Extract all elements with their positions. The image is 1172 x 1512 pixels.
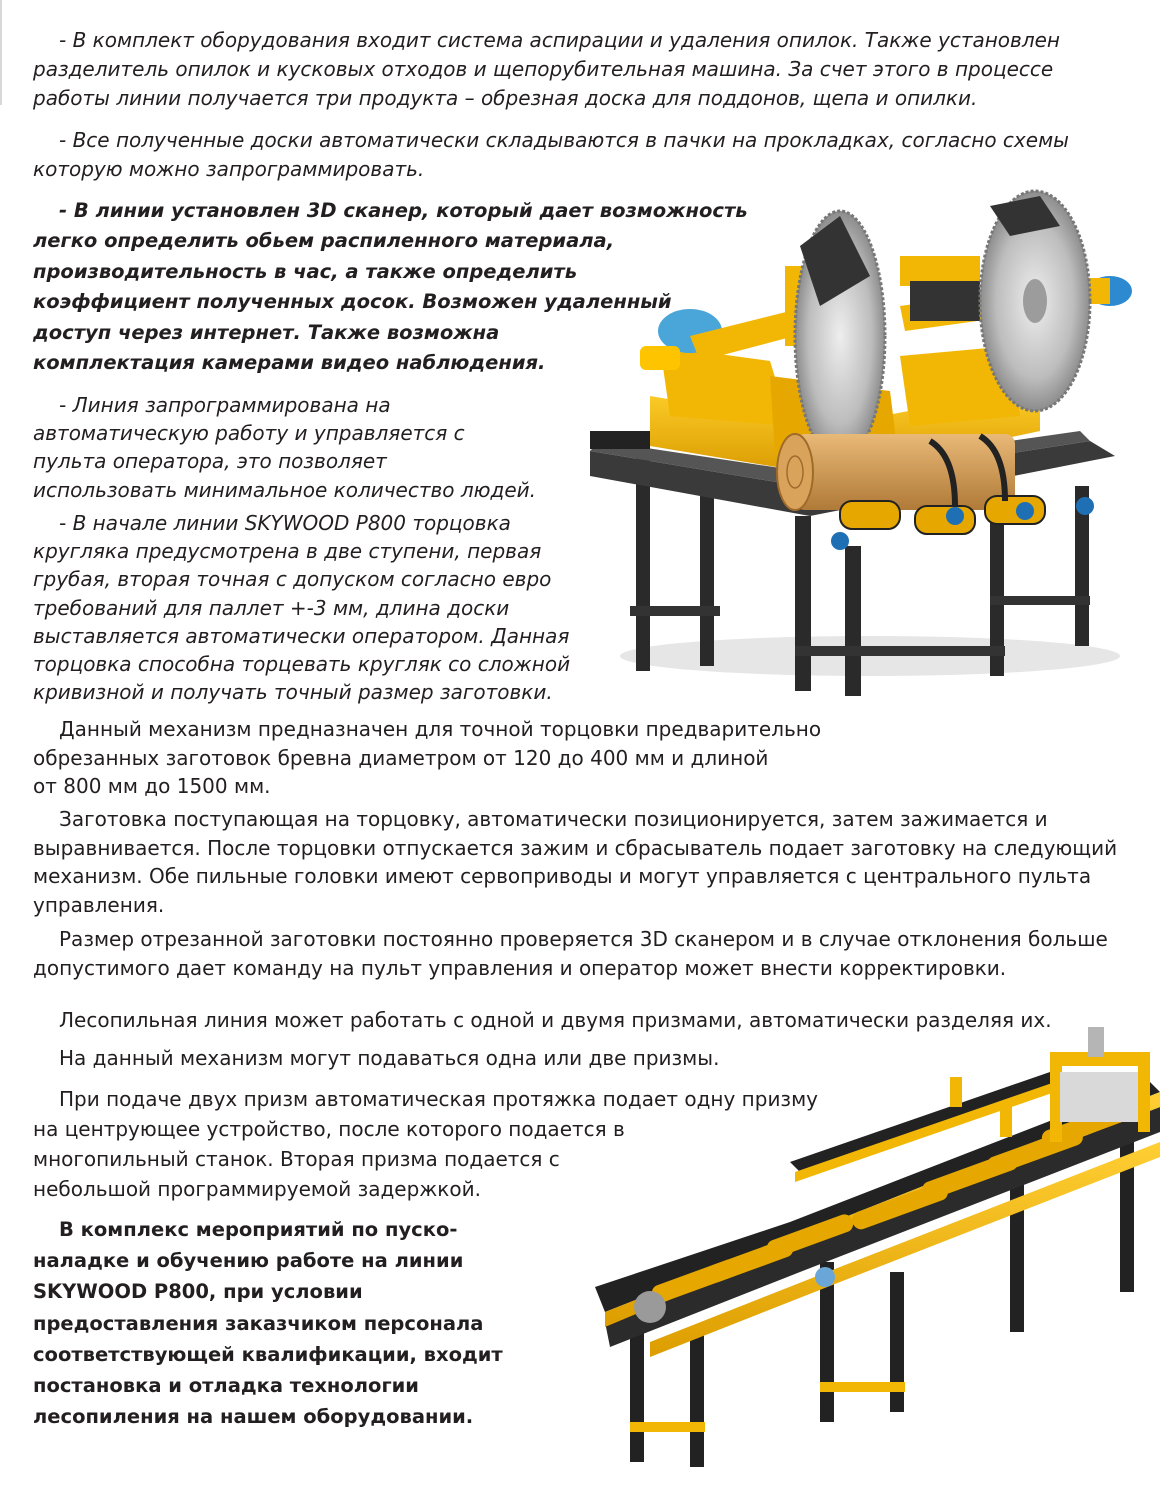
text-line: выставляется автоматически оператором. Данная bbox=[33, 623, 570, 648]
text-line: от 800 мм до 1500 мм. bbox=[33, 774, 271, 798]
text-line: Лесопильная линия может работать с одной и двумя призмами, автоматически разделяя их. bbox=[59, 1008, 1052, 1032]
text-line: В комплекс мероприятий по пуско- bbox=[59, 1218, 458, 1241]
text-line: постановка и отладка технологии bbox=[33, 1374, 419, 1398]
text-line: наладке и обучению работе на линии bbox=[33, 1249, 464, 1273]
text-line: доступ через интернет. Также возможна bbox=[33, 320, 500, 344]
text-line: лесопиления на нашем оборудовании. bbox=[33, 1405, 474, 1429]
text-line: работы линии получается три продукта – обрезная доска для поддонов, щепа и опилки. bbox=[33, 86, 978, 110]
roller-conveyor-illustration bbox=[590, 1022, 1165, 1477]
paragraph-stacking bbox=[33, 126, 1069, 184]
text-line: Данный механизм предназначен для точной торцовки предварительно bbox=[59, 717, 822, 741]
text-line: - В начале линии SKYWOOD P800 торцовка bbox=[59, 511, 511, 535]
text-line: пульта оператора, это позволяет bbox=[33, 449, 387, 474]
text-line: - Линия запрограммирована на bbox=[59, 393, 391, 417]
text-line: SKYWOOD P800, при условии bbox=[33, 1280, 363, 1304]
paragraph-commissioning bbox=[33, 1214, 503, 1432]
paragraph-size-check bbox=[33, 925, 1108, 982]
text-line: кривизной и получать точный размер заготовки. bbox=[33, 680, 553, 705]
text-line: - В комплект оборудования входит система аспирации и удаления опилок. Также установлен bbox=[59, 28, 1060, 52]
paragraph-automatic-work bbox=[33, 391, 536, 504]
text-line: кругляка предусмотрена в две ступени, первая bbox=[33, 539, 542, 564]
text-line: Размер отрезанной заготовки постоянно проверяется 3D сканером и в случае отклонения больше bbox=[59, 927, 1108, 951]
text-line: комплектация камерами видео наблюдения. bbox=[33, 351, 546, 375]
text-line: автоматическую работу и управляется с bbox=[33, 421, 465, 446]
text-line: соответствующей квалификации, входит bbox=[33, 1342, 503, 1366]
text-line: требований для паллет +-3 мм, длина доски bbox=[33, 595, 510, 620]
text-line: - Все полученные доски автоматически складываются в пачки на прокладках, согласно схемы bbox=[59, 128, 1069, 152]
paragraph-aspiration bbox=[33, 26, 1060, 113]
text-line: на центрующее устройство, после которого подается в bbox=[33, 1117, 625, 1141]
sawing-machine-illustration bbox=[570, 186, 1145, 701]
text-line: Заготовка поступающая на торцовку, автоматически позиционируется, затем зажимается и bbox=[59, 807, 1048, 831]
text-line: легко определить обьем распиленного материала, bbox=[33, 229, 615, 253]
text-line: обрезанных заготовок бревна диаметром от 120 до 400 мм и длиной bbox=[33, 745, 769, 770]
text-line: небольшой программируемой задержкой. bbox=[33, 1177, 481, 1201]
text-line: многопильный станок. Вторая призма подается с bbox=[33, 1147, 560, 1171]
text-line: управления. bbox=[33, 892, 165, 917]
text-line: допустимого дает команду на пульт управления и оператор может внести корректировки. bbox=[33, 955, 1007, 980]
text-line: разделитель опилок и кусковых отходов и щепорубительная машина. За счет этого в процессе bbox=[33, 57, 1054, 81]
paragraph-positioning bbox=[33, 805, 1117, 919]
text-line: производительность в час, а также определить bbox=[33, 259, 578, 283]
text-line: - В линии установлен 3D сканер, который дает возможность bbox=[59, 199, 748, 222]
paragraph-trimming bbox=[33, 509, 570, 706]
text-line: использовать минимальное количество людей. bbox=[33, 477, 536, 502]
text-line: торцовка способна торцевать кругляк со сложной bbox=[33, 652, 571, 677]
text-line: На данный механизм могут подаваться одна или две призмы. bbox=[59, 1046, 720, 1070]
paragraph-mechanism-purpose bbox=[33, 715, 821, 801]
text-line: грубая, вторая точная с допуском согласно евро bbox=[33, 567, 552, 592]
page-edge-mark bbox=[0, 0, 2, 105]
text-line: механизм. Обе пильные головки имеют сервоприводы и могут управляется с центрального пульта bbox=[33, 864, 1092, 888]
text-line: коэффициент полученных досок. Возможен удаленный bbox=[33, 290, 672, 314]
text-line: предоставления заказчиком персонала bbox=[33, 1311, 484, 1335]
text-line: При подаче двух призм автоматическая протяжка подает одну призму bbox=[59, 1087, 818, 1111]
text-line: которую можно запрограммировать. bbox=[33, 157, 425, 181]
text-line: выравнивается. После торцовки отпускается зажим и сбрасыватель подает заготовку на следующий bbox=[33, 835, 1118, 860]
